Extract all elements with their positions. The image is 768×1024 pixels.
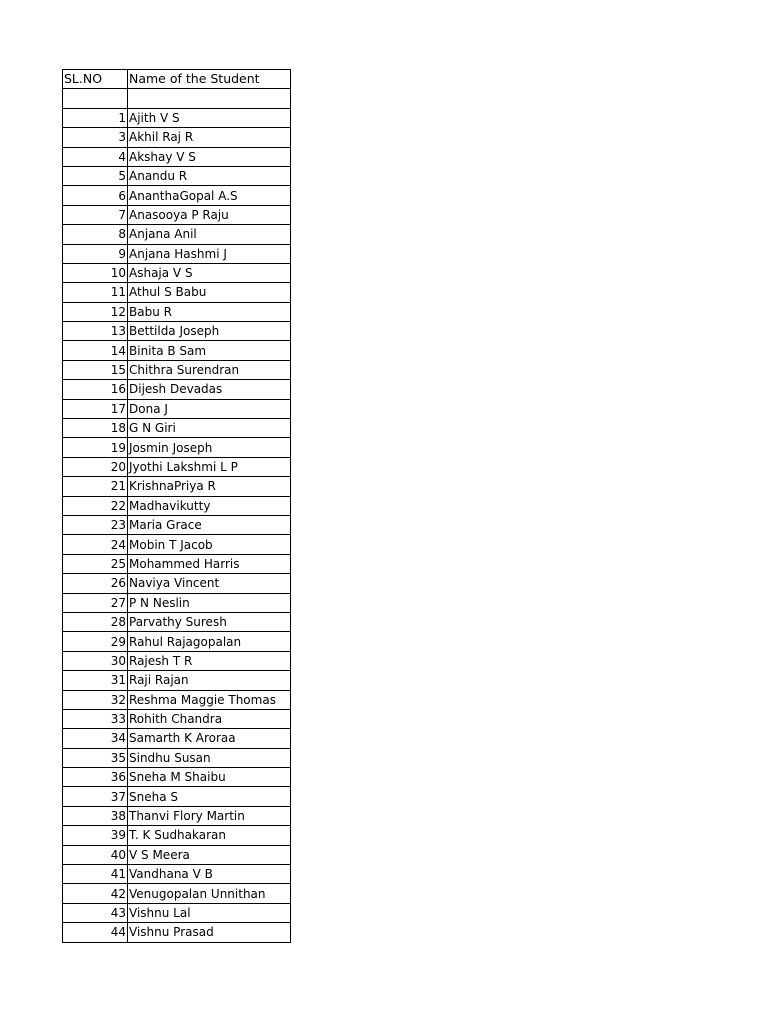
student-name-cell: AnanthaGopal A.S bbox=[128, 186, 291, 205]
sl-no-cell: 41 bbox=[63, 865, 128, 884]
sl-no-cell: 33 bbox=[63, 709, 128, 728]
student-name-cell: Sneha M Shaibu bbox=[128, 768, 291, 787]
table-row bbox=[63, 865, 291, 884]
table-row bbox=[63, 535, 291, 554]
sl-no-cell: 32 bbox=[63, 690, 128, 709]
sl-no-cell: 28 bbox=[63, 612, 128, 631]
sl-no-cell: 5 bbox=[63, 166, 128, 185]
table-row bbox=[63, 341, 291, 360]
student-name-cell: Dijesh Devadas bbox=[128, 380, 291, 399]
student-name-cell: Athul S Babu bbox=[128, 283, 291, 302]
empty-row bbox=[63, 89, 291, 108]
header-sl-no: SL.NO bbox=[63, 70, 128, 89]
sl-no-cell: 30 bbox=[63, 651, 128, 670]
sl-no-cell: 6 bbox=[63, 186, 128, 205]
sl-no-cell: 13 bbox=[63, 322, 128, 341]
student-name-cell: Maria Grace bbox=[128, 515, 291, 534]
student-name-cell: T. K Sudhakaran bbox=[128, 826, 291, 845]
sl-no-cell: 37 bbox=[63, 787, 128, 806]
sl-no-cell: 44 bbox=[63, 923, 128, 942]
sl-no-cell: 24 bbox=[63, 535, 128, 554]
student-name-cell: Binita B Sam bbox=[128, 341, 291, 360]
table-row bbox=[63, 845, 291, 864]
student-name-cell: Parvathy Suresh bbox=[128, 612, 291, 631]
sl-no-cell: 19 bbox=[63, 438, 128, 457]
student-name-cell: P N Neslin bbox=[128, 593, 291, 612]
sl-no-cell: 40 bbox=[63, 845, 128, 864]
sl-no-cell: 1 bbox=[63, 108, 128, 127]
table-row bbox=[63, 593, 291, 612]
table-row bbox=[63, 729, 291, 748]
student-name-cell: Jyothi Lakshmi L P bbox=[128, 457, 291, 476]
table-row bbox=[63, 477, 291, 496]
table-row bbox=[63, 108, 291, 127]
header-row bbox=[63, 70, 291, 89]
table-row bbox=[63, 709, 291, 728]
table-row bbox=[63, 166, 291, 185]
sl-no-cell: 4 bbox=[63, 147, 128, 166]
table-row bbox=[63, 244, 291, 263]
sl-no-cell: 17 bbox=[63, 399, 128, 418]
table-row bbox=[63, 612, 291, 631]
sl-no-cell: 31 bbox=[63, 671, 128, 690]
sl-no-cell: 3 bbox=[63, 128, 128, 147]
student-name-cell: Josmin Joseph bbox=[128, 438, 291, 457]
sl-no-cell: 7 bbox=[63, 205, 128, 224]
table-row bbox=[63, 554, 291, 573]
student-name-cell: Dona J bbox=[128, 399, 291, 418]
empty-cell bbox=[63, 89, 128, 108]
table-row bbox=[63, 496, 291, 515]
sl-no-cell: 23 bbox=[63, 515, 128, 534]
student-name-cell: Sindhu Susan bbox=[128, 748, 291, 767]
table-row bbox=[63, 147, 291, 166]
student-name-cell: Anandu R bbox=[128, 166, 291, 185]
table-row bbox=[63, 923, 291, 942]
sl-no-cell: 20 bbox=[63, 457, 128, 476]
student-name-cell: Madhavikutty bbox=[128, 496, 291, 515]
sl-no-cell: 18 bbox=[63, 419, 128, 438]
table-row bbox=[63, 632, 291, 651]
student-name-cell: Thanvi Flory Martin bbox=[128, 806, 291, 825]
table-row bbox=[63, 748, 291, 767]
student-name-cell: Ashaja V S bbox=[128, 263, 291, 282]
student-name-cell: Rahul Rajagopalan bbox=[128, 632, 291, 651]
student-name-cell: Anjana Hashmi J bbox=[128, 244, 291, 263]
sl-no-cell: 39 bbox=[63, 826, 128, 845]
table-row bbox=[63, 283, 291, 302]
sl-no-cell: 43 bbox=[63, 903, 128, 922]
sl-no-cell: 22 bbox=[63, 496, 128, 515]
student-name-cell: Chithra Surendran bbox=[128, 360, 291, 379]
student-name-cell: Mohammed Harris bbox=[128, 554, 291, 573]
sl-no-cell: 35 bbox=[63, 748, 128, 767]
student-name-cell: Ajith V S bbox=[128, 108, 291, 127]
sl-no-cell: 14 bbox=[63, 341, 128, 360]
sl-no-cell: 26 bbox=[63, 574, 128, 593]
student-name-cell: Bettilda Joseph bbox=[128, 322, 291, 341]
sl-no-cell: 12 bbox=[63, 302, 128, 321]
student-name-cell: V S Meera bbox=[128, 845, 291, 864]
sl-no-cell: 34 bbox=[63, 729, 128, 748]
header-student-name: Name of the Student bbox=[128, 70, 291, 89]
sl-no-cell: 16 bbox=[63, 380, 128, 399]
student-name-cell: Rohith Chandra bbox=[128, 709, 291, 728]
sl-no-cell: 27 bbox=[63, 593, 128, 612]
sl-no-cell: 38 bbox=[63, 806, 128, 825]
table-row bbox=[63, 671, 291, 690]
student-name-cell: Reshma Maggie Thomas bbox=[128, 690, 291, 709]
table-row bbox=[63, 128, 291, 147]
sl-no-cell: 36 bbox=[63, 768, 128, 787]
table-row bbox=[63, 515, 291, 534]
table-row bbox=[63, 574, 291, 593]
student-name-cell: Samarth K Aroraa bbox=[128, 729, 291, 748]
student-name-cell: Vishnu Lal bbox=[128, 903, 291, 922]
table-row bbox=[63, 438, 291, 457]
table-row bbox=[63, 826, 291, 845]
student-name-cell: Naviya Vincent bbox=[128, 574, 291, 593]
student-name-cell: Venugopalan Unnithan bbox=[128, 884, 291, 903]
sl-no-cell: 8 bbox=[63, 225, 128, 244]
table-row bbox=[63, 457, 291, 476]
student-name-cell: Anjana Anil bbox=[128, 225, 291, 244]
table-row bbox=[63, 787, 291, 806]
sl-no-cell: 29 bbox=[63, 632, 128, 651]
table-row bbox=[63, 884, 291, 903]
table-row bbox=[63, 186, 291, 205]
table-row bbox=[63, 806, 291, 825]
table-row bbox=[63, 205, 291, 224]
student-name-cell: Rajesh T R bbox=[128, 651, 291, 670]
table-row bbox=[63, 399, 291, 418]
student-table-body bbox=[63, 70, 291, 943]
sl-no-cell: 10 bbox=[63, 263, 128, 282]
student-name-cell: Sneha S bbox=[128, 787, 291, 806]
table-row bbox=[63, 768, 291, 787]
student-name-cell: Babu R bbox=[128, 302, 291, 321]
sl-no-cell: 9 bbox=[63, 244, 128, 263]
table-row bbox=[63, 380, 291, 399]
table-row bbox=[63, 360, 291, 379]
table-row bbox=[63, 690, 291, 709]
sl-no-cell: 25 bbox=[63, 554, 128, 573]
student-name-cell: G N Giri bbox=[128, 419, 291, 438]
student-name-cell: KrishnaPriya R bbox=[128, 477, 291, 496]
student-name-cell: Akhil Raj R bbox=[128, 128, 291, 147]
student-name-cell: Vishnu Prasad bbox=[128, 923, 291, 942]
sl-no-cell: 15 bbox=[63, 360, 128, 379]
table-row bbox=[63, 903, 291, 922]
sl-no-cell: 11 bbox=[63, 283, 128, 302]
student-name-cell: Akshay V S bbox=[128, 147, 291, 166]
student-name-cell: Raji Rajan bbox=[128, 671, 291, 690]
sl-no-cell: 42 bbox=[63, 884, 128, 903]
student-name-cell: Anasooya P Raju bbox=[128, 205, 291, 224]
table-row bbox=[63, 419, 291, 438]
student-name-cell: Vandhana V B bbox=[128, 865, 291, 884]
table-row bbox=[63, 225, 291, 244]
student-name-cell: Mobin T Jacob bbox=[128, 535, 291, 554]
student-table bbox=[62, 69, 291, 943]
table-row bbox=[63, 322, 291, 341]
table-row bbox=[63, 263, 291, 282]
table-row bbox=[63, 651, 291, 670]
sl-no-cell: 21 bbox=[63, 477, 128, 496]
table-row bbox=[63, 302, 291, 321]
empty-cell bbox=[128, 89, 291, 108]
